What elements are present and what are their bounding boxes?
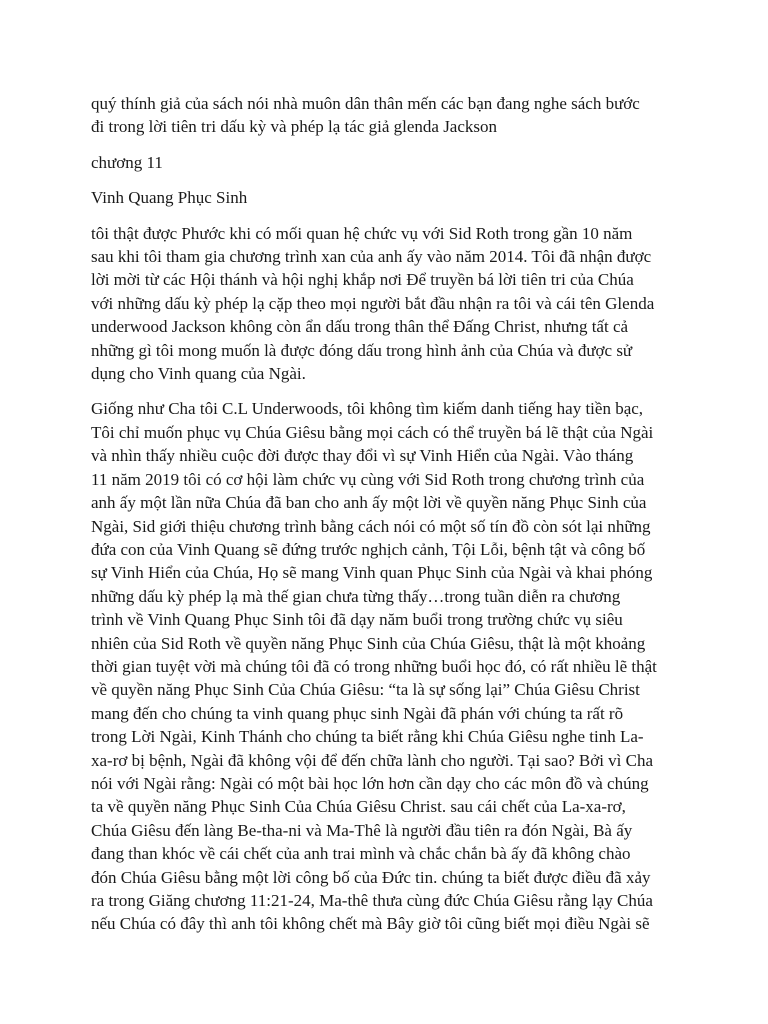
text-line: đứa con của Vinh Quang sẽ đứng trước nghịch cảnh, Tội Lỗi, bệnh tật và công bố [91, 539, 646, 559]
chapter-number [91, 151, 691, 174]
text-line: Chúa Giêsu đến làng Be-tha-ni và Ma-Thê là người đầu tiên ra đón Ngài, Bà ấy [91, 820, 633, 840]
text-line: sự Vinh Hiển của Chúa, Họ sẽ mang Vinh quan Phục Sinh của Ngài và khai phóng [91, 563, 653, 583]
text-line: dụng cho Vinh quang của Ngài. [91, 364, 306, 384]
document-page [91, 92, 691, 948]
text-line: trình về Vinh Quang Phục Sinh tôi đã dạy năm buổi trong trường chức vụ siêu [91, 610, 623, 630]
text-line: đang than khóc về cái chết của anh trai mình và chắc chắn bà ấy đã không chào [91, 844, 631, 864]
text-line: ra trong Giăng chương 11:21-24, Ma-thê thưa cùng đức Chúa Giêsu rằng lạy Chúa [91, 891, 653, 910]
text-line: thời gian tuyệt vời mà chúng tôi đã có trong những buổi học đó, có rất nhiều lẽ thật [91, 656, 657, 676]
text-line: đón Chúa Giêsu bằng một lời công bố của Đức tin. chúng ta biết được điều đã xảy [91, 867, 651, 887]
text-line: trong Lời Ngài, Kinh Thánh cho chúng ta biết rằng khi Chúa Giêsu nghe tinh La- [91, 727, 644, 747]
chapter-title [91, 186, 691, 209]
text-line: nói với Ngài rằng: Ngài có một bài học lớn hơn cần dạy cho các môn đồ và chúng [91, 773, 649, 793]
text-line: với những dấu kỳ phép lạ cặp theo mọi người bắt đầu nhận ra tôi và cái tên Glenda [91, 293, 655, 313]
intro-paragraph [91, 92, 691, 139]
text-line: xa-rơ bị bệnh, Ngài đã không vội để đến chữa lành cho người. Tại sao? Bởi vì Cha [91, 750, 654, 770]
text-line: 11 năm 2019 tôi có cơ hội làm chức vụ cùng với Sid Roth trong chương trình của [91, 469, 645, 489]
text-line: lời mời từ các Hội thánh và hội nghị khắp nơi Để truyền bá lời tiên tri của Chúa [91, 270, 634, 290]
chapter-title-text: Vinh Quang Phục Sinh [91, 188, 248, 208]
body-paragraph-2 [91, 397, 691, 935]
text-line: sau khi tôi tham gia chương trình xan của anh ấy vào năm 2014. Tôi đã nhận được [91, 247, 652, 267]
text-line: những dấu kỳ phép lạ mà thế gian chưa từng thấy…trong tuần diễn ra chương [91, 586, 621, 606]
text-line: đi trong lời tiên tri dấu kỳ và phép lạ tác giả glenda Jackson [91, 117, 498, 137]
text-line: tôi thật được Phước khi có mối quan hệ chức vụ với Sid Roth trong gần 10 năm [91, 223, 633, 243]
text-line: về quyền năng Phục Sinh Của Chúa Giêsu: “ta là sự sống lại” Chúa Giêsu Christ [91, 680, 640, 700]
text-line: những gì tôi mong muốn là được đóng dấu trong hình ảnh của Chúa và được sử [91, 340, 633, 360]
text-line: underwood Jackson không còn ẩn dấu trong thân thể Đấng Christ, nhưng tất cả [91, 317, 629, 337]
text-line: anh ấy một lần nữa Chúa đã ban cho anh ấy một lời về quyền năng Phục Sinh của [91, 493, 647, 513]
text-line: quý thính giả của sách nói nhà muôn dân thân mến các bạn đang nghe sách bước [91, 94, 640, 113]
body-paragraph-1 [91, 222, 691, 386]
text-line: mang đến cho chúng ta vinh quang phục sinh Ngài đã phán với chúng ta rất rõ [91, 703, 624, 723]
chapter-label: chương 11 [91, 152, 163, 172]
text-line: ta về quyền năng Phục Sinh Của Chúa Giêsu Christ. sau cái chết của La-xa-rơ, [91, 797, 626, 817]
text-line: Ngài, Sid giới thiệu chương trình bằng cách nói có một số tín đồ còn sót lại những [91, 516, 651, 536]
text-line: nếu Chúa có đây thì anh tôi không chết mà Bây giờ tôi cũng biết mọi điều Ngài sẽ [91, 914, 650, 934]
text-line: nhiên của Sid Roth về quyền năng Phục Sinh của Chúa Giêsu, thật là một khoảng [91, 633, 646, 653]
text-line: Tôi chỉ muốn phục vụ Chúa Giêsu bằng mọi cách có thể truyền bá lẽ thật của Ngài [91, 422, 654, 442]
text-line: Giống như Cha tôi C.L Underwoods, tôi không tìm kiếm danh tiếng hay tiền bạc, [91, 399, 644, 419]
text-line: và nhìn thấy nhiều cuộc đời được thay đổi vì sự Vinh Hiển của Ngài. Vào tháng [91, 446, 634, 466]
